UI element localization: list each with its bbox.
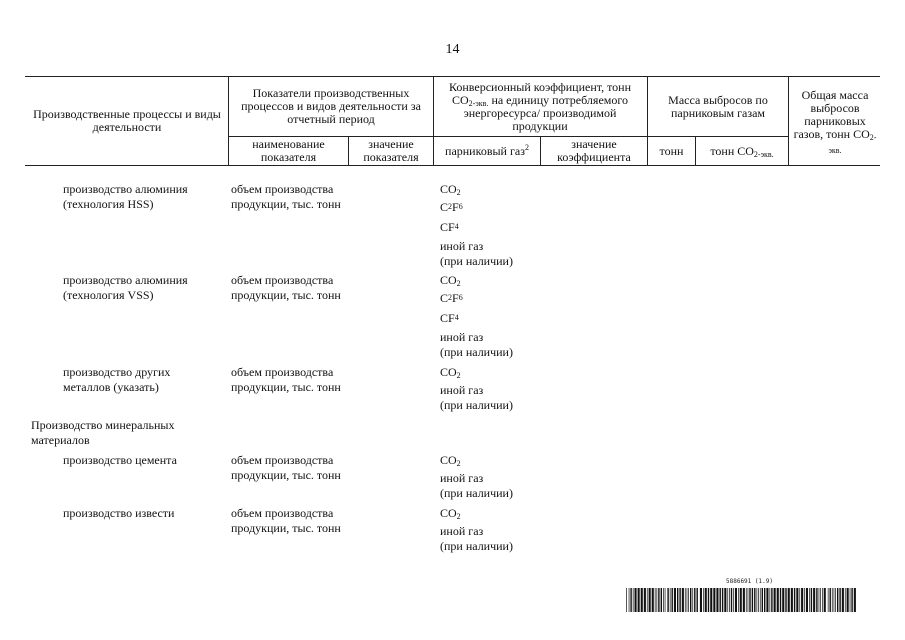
process-label: производство цемента	[63, 453, 177, 467]
barcode-bar	[700, 588, 702, 612]
barcode-bar	[791, 588, 793, 612]
barcode-bar	[626, 588, 627, 612]
barcode-bar	[794, 588, 795, 612]
header-conversion-coefficient: Конверсионный коэффициент, тонн $CO_{2-экв.}$ на единицу потребляемого энергоресурса/ производимой продукции	[448, 79, 632, 133]
header-greenhouse-gas: парниковый газ$^2$	[445, 142, 529, 158]
barcode-bar	[850, 588, 851, 612]
barcode-bar	[630, 588, 631, 612]
barcode-bar	[832, 588, 833, 612]
barcode-bar	[658, 588, 659, 612]
barcode-bar	[731, 588, 732, 612]
barcode-bar	[834, 588, 835, 612]
barcode-bar	[819, 588, 820, 612]
barcode-bar	[822, 588, 823, 612]
barcode-bar	[697, 588, 698, 612]
barcode-bar	[816, 588, 817, 612]
barcode-bar	[766, 588, 768, 612]
barcode-bar	[828, 588, 829, 612]
header-bottom-rule	[25, 165, 880, 166]
barcode-bar	[748, 588, 749, 612]
barcode-bar	[638, 588, 640, 612]
barcode-bar	[801, 588, 803, 612]
barcode-bar	[820, 588, 821, 612]
gas-cf4: CF 4	[440, 310, 459, 325]
barcode-bar	[677, 588, 678, 612]
gas-list	[440, 506, 513, 554]
gas-list	[440, 182, 513, 269]
barcode-number: 5886691 (1.9)	[726, 578, 773, 585]
gas-co2: $CO_2$	[440, 273, 461, 288]
barcode-bar	[743, 588, 745, 612]
gas-co2: $CO_2$	[440, 453, 461, 468]
barcode-bar	[762, 588, 763, 612]
barcode-bar	[647, 588, 648, 612]
barcode-bar	[754, 588, 755, 612]
gas-other: иной газ	[440, 239, 484, 253]
indicator-name: объем производства продукции, тыс. тонн	[231, 453, 341, 482]
barcode-bar	[724, 588, 726, 612]
header-divider	[788, 76, 789, 165]
barcode-bar	[851, 588, 852, 612]
gas-other: иной газ	[440, 471, 484, 485]
process-label: производство алюминия (технология HSS)	[63, 182, 188, 211]
section-heading: Производство минеральных материалов	[31, 418, 175, 447]
barcode-bar	[780, 588, 781, 612]
barcode-bar	[692, 588, 693, 612]
gas-list	[440, 453, 513, 501]
barcode-bar	[746, 588, 747, 612]
barcode-bar	[764, 588, 765, 612]
barcode-bar	[687, 588, 688, 612]
barcode-bar	[716, 588, 718, 612]
barcode-bar	[740, 588, 742, 612]
gas-co2: $CO_2$	[440, 182, 461, 197]
indicator-name: объем производства продукции, тыс. тонн	[231, 365, 341, 394]
indicator-name: объем производства продукции, тыс. тонн	[231, 273, 341, 302]
barcode-bar	[672, 588, 673, 612]
barcode-bar	[679, 588, 680, 612]
barcode-bar	[649, 588, 651, 612]
gas-list	[440, 365, 513, 413]
barcode-bar	[770, 588, 771, 612]
barcode-bar	[774, 588, 776, 612]
barcode-bar	[703, 588, 704, 612]
header-indicator-name: наименование показателя	[252, 137, 325, 164]
barcode-bar	[688, 588, 689, 612]
barcode-bar	[777, 588, 779, 612]
barcode-bar	[854, 588, 856, 612]
gas-co2: $CO_2$	[440, 365, 461, 380]
gas-cf4: CF 4	[440, 219, 459, 234]
barcode-bar	[713, 588, 715, 612]
barcode-bar	[845, 588, 846, 612]
header-indicators: Показатели производственных процессов и видов деятельности за отчетный период	[241, 86, 421, 126]
barcode-bar	[644, 588, 646, 612]
barcode-bar	[824, 588, 826, 612]
barcode-bar	[655, 588, 656, 612]
gas-other-note: (при наличии)	[440, 398, 513, 412]
barcode-bar	[652, 588, 654, 612]
header-tonnes: тонн	[659, 143, 684, 158]
indicator-name: объем производства продукции, тыс. тонн	[231, 182, 341, 211]
barcode-bar	[782, 588, 784, 612]
barcode-bar	[633, 588, 634, 612]
barcode-bar	[685, 588, 686, 612]
barcode-bar	[708, 588, 709, 612]
barcode-bar	[806, 588, 808, 612]
barcode-bar	[837, 588, 838, 612]
gas-other-note: (при наличии)	[440, 486, 513, 500]
barcode-bar	[663, 588, 664, 612]
gas-list	[440, 273, 513, 360]
barcode	[626, 588, 858, 612]
barcode-bar	[729, 588, 730, 612]
barcode-bar	[796, 588, 798, 612]
barcode-bar	[749, 588, 750, 612]
barcode-bar	[809, 588, 810, 612]
gas-other: иной газ	[440, 383, 484, 397]
gas-c2f6: C 2 F 6	[440, 199, 463, 214]
barcode-bar	[629, 588, 630, 612]
barcode-bar	[847, 588, 849, 612]
barcode-bar	[635, 588, 637, 612]
process-label: производство других металлов (указать)	[63, 365, 171, 394]
gas-other-note: (при наличии)	[440, 254, 513, 268]
process-label: производство извести	[63, 506, 175, 520]
barcode-bar	[785, 588, 786, 612]
barcode-bar	[727, 588, 728, 612]
barcode-bar	[694, 588, 695, 612]
barcode-bar	[735, 588, 737, 612]
header-tonnes-co2: тонн $CO_{2-экв.}$	[710, 143, 774, 159]
barcode-bar	[665, 588, 666, 612]
barcode-bar	[690, 588, 691, 612]
barcode-bar	[811, 588, 812, 612]
barcode-bar	[835, 588, 836, 612]
barcode-bar	[710, 588, 712, 612]
barcode-bar	[771, 588, 772, 612]
page-number: 14	[445, 42, 460, 57]
header-emission-mass: Масса выбросов по парниковым газам	[668, 92, 768, 120]
gas-other: иной газ	[440, 524, 484, 538]
header-coefficient-value: значение коэффициента	[557, 137, 631, 164]
barcode-bar	[720, 588, 721, 612]
process-label: производство алюминия (технология VSS)	[63, 273, 188, 302]
barcode-bar	[830, 588, 831, 612]
barcode-bar	[788, 588, 790, 612]
barcode-bar	[839, 588, 840, 612]
header-indicator-value: значение показателя	[363, 137, 419, 164]
gas-other: иной газ	[440, 330, 484, 344]
barcode-bar	[758, 588, 759, 612]
barcode-bar	[738, 588, 739, 612]
barcode-bar	[670, 588, 671, 612]
header-total-mass: Общая масса выбросов парниковых газов, тонн $CO_{2-экв.}$	[793, 87, 877, 155]
gas-c2f6: C 2 F 6	[440, 290, 463, 305]
barcode-bar	[760, 588, 761, 612]
barcode-bar	[752, 588, 753, 612]
indicator-name: объем производства продукции, тыс. тонн	[231, 506, 341, 535]
barcode-bar	[733, 588, 734, 612]
barcode-bar	[657, 588, 658, 612]
barcode-bar	[661, 588, 662, 612]
barcode-bar	[705, 588, 707, 612]
barcode-bar	[799, 588, 800, 612]
barcode-bar	[813, 588, 815, 612]
barcode-bar	[757, 588, 758, 612]
gas-other-note: (при наличии)	[440, 539, 513, 553]
gas-other-note: (при наличии)	[440, 345, 513, 359]
gas-co2: $CO_2$	[440, 506, 461, 521]
barcode-bar	[804, 588, 805, 612]
barcode-bar	[674, 588, 676, 612]
barcode-bar	[682, 588, 684, 612]
barcode-bar	[842, 588, 844, 612]
header-process: Производственные процессы и виды деятельности	[33, 107, 221, 134]
barcode-bar	[722, 588, 723, 612]
barcode-bar	[667, 588, 668, 612]
barcode-bar	[641, 588, 643, 612]
